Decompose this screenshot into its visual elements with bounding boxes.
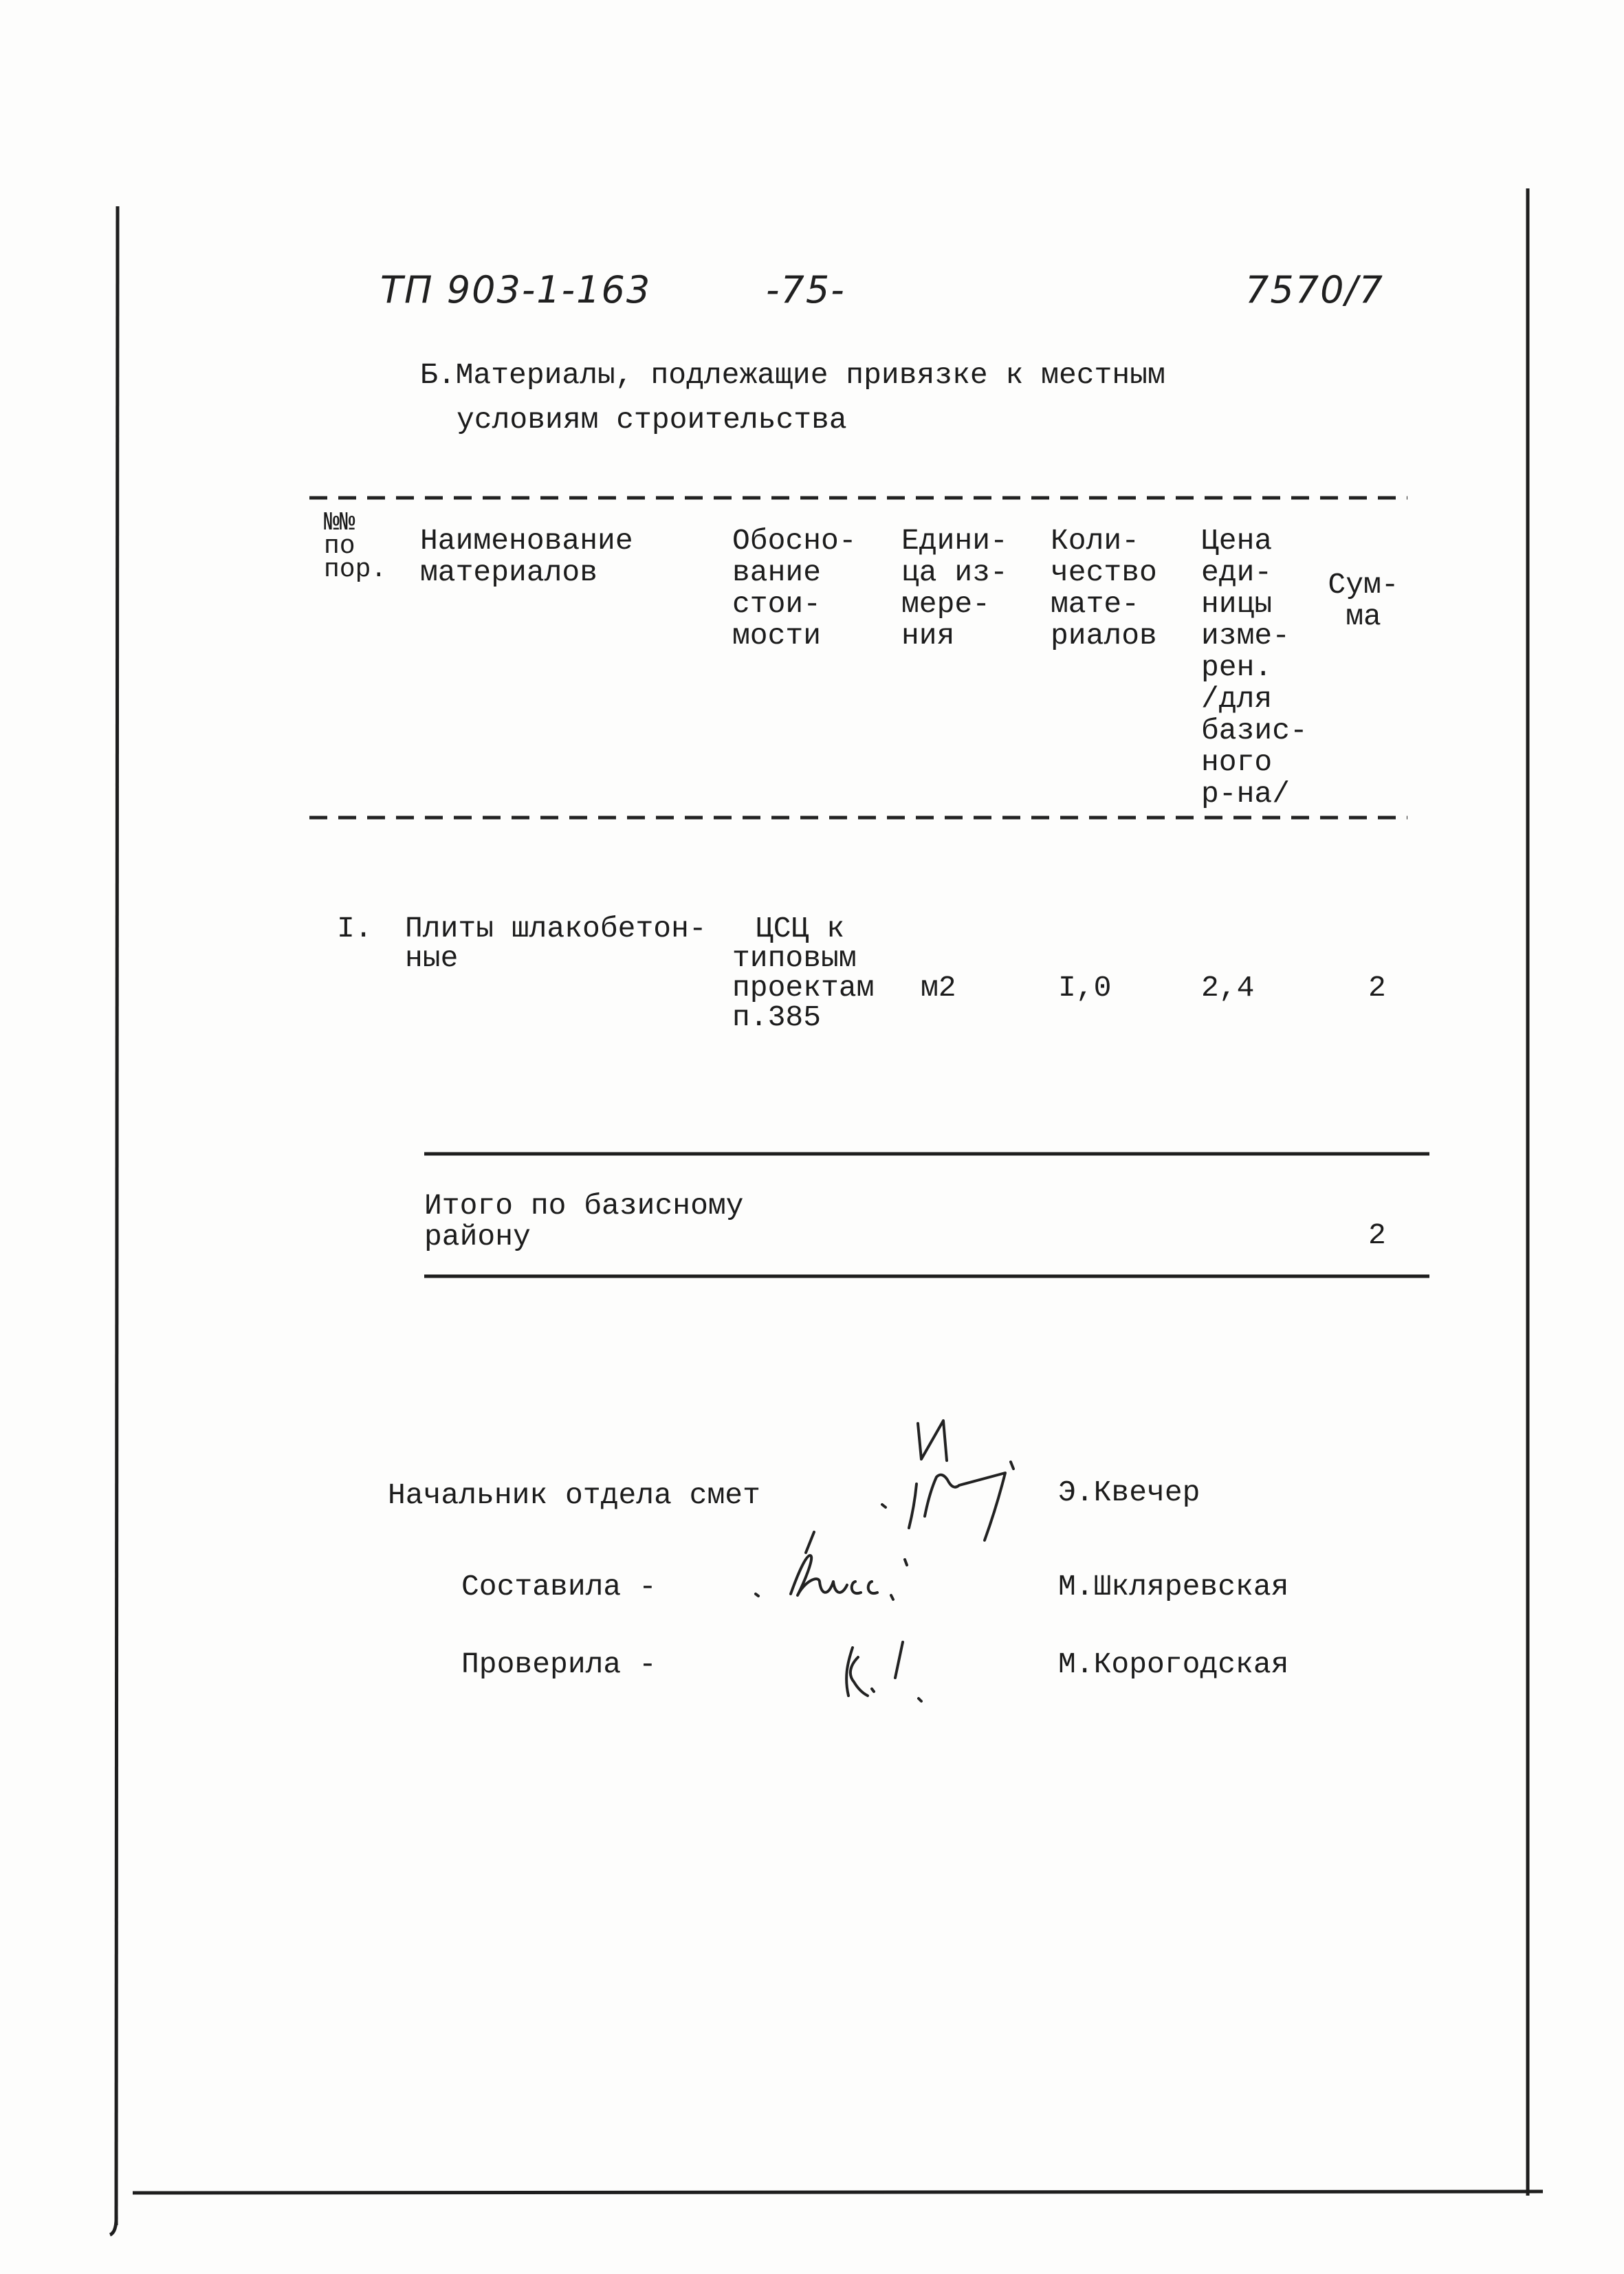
row-unit: м2 bbox=[921, 971, 956, 1005]
left-border-hook bbox=[110, 2214, 116, 2235]
signature-name-compiler: М.Шкляревская bbox=[1058, 1570, 1289, 1604]
column-header-justification: Обосно- вание стои- мости bbox=[732, 524, 857, 653]
bottom-border-line bbox=[133, 2191, 1543, 2193]
column-header-unit: Едини- ца из- мере- ния bbox=[901, 524, 1008, 653]
column-header-number: №№ по пор. bbox=[324, 508, 387, 584]
row-sum: 2 bbox=[1368, 971, 1386, 1005]
column-header-quantity: Коли- чество мате- риалов bbox=[1051, 524, 1157, 653]
column-header-price: Цена еди- ницы изме- рен. /для базис- ного р-на/ bbox=[1201, 524, 1308, 811]
row-number: I. bbox=[337, 912, 373, 945]
sheet-number: 7570/7 bbox=[1245, 268, 1384, 311]
total-sum: 2 bbox=[1368, 1218, 1386, 1252]
row-quantity: I,0 bbox=[1058, 971, 1112, 1005]
signature-role-checker: Проверила - bbox=[461, 1648, 657, 1681]
row-justification: ЦСЦ к типовым проектам п.385 bbox=[732, 912, 875, 1034]
signature-name-head: Э.Квечер bbox=[1058, 1476, 1200, 1509]
signature-role-compiler: Составила - bbox=[461, 1570, 657, 1604]
signature-head-of-department bbox=[882, 1421, 1013, 1540]
section-title-line-2: условиям строительства bbox=[457, 403, 847, 437]
signature-name-checker: М.Корогодская bbox=[1058, 1648, 1289, 1681]
row-material-name: Плиты шлакобетон- ные bbox=[405, 912, 707, 975]
signature-compiler bbox=[756, 1532, 907, 1599]
total-label: Итого по базисному району bbox=[424, 1189, 744, 1254]
section-title-line-1: Б.Материалы, подлежащие привязке к местным bbox=[420, 358, 1165, 392]
column-header-name: Наименование материалов bbox=[420, 524, 633, 589]
column-header-sum: Сум- ма bbox=[1328, 568, 1399, 633]
row-price: 2,4 bbox=[1201, 971, 1255, 1005]
signature-checker bbox=[846, 1642, 921, 1701]
signature-role-head: Начальник отдела смет bbox=[388, 1478, 760, 1512]
document-code: ТП 903-1-163 bbox=[380, 268, 652, 311]
page-number: -75- bbox=[766, 268, 846, 311]
left-border-line bbox=[116, 206, 118, 2225]
